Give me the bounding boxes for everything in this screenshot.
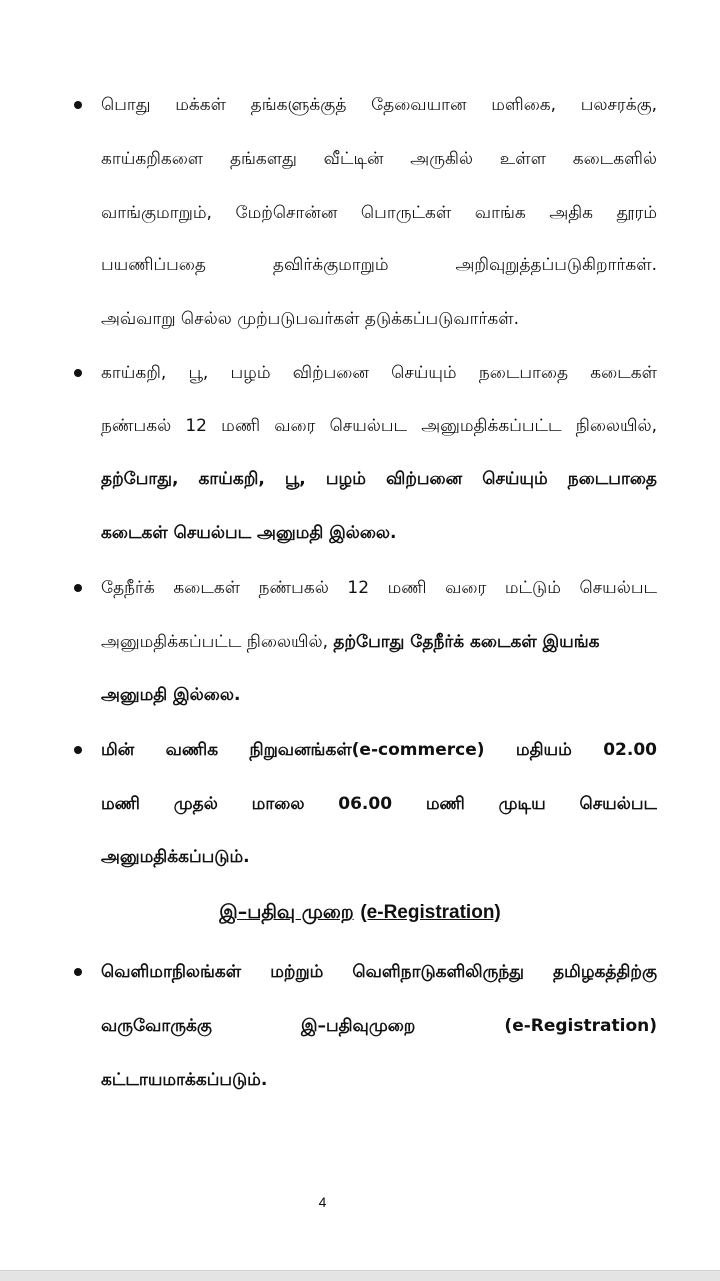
body-line: தேநீர்க் கடைகள் நண்பகல் 12 மணி வரை மட்டும் செயல்பட <box>101 578 657 598</box>
body-line: பயணிப்பதை தவிர்க்குமாறும் அறிவுறுத்தப்படுகிறார்கள். <box>101 255 657 275</box>
bullet-point <box>74 746 82 754</box>
section-heading-english: (e-Registration) <box>360 902 501 923</box>
body-line-bold: மின் வணிக நிறுவனங்கள்(e-commerce) மதியம் 02.00 <box>101 740 657 760</box>
section-heading <box>0 900 720 925</box>
section-heading-tamil: இ–பதிவு முறை <box>219 901 354 923</box>
body-line <box>101 631 657 653</box>
body-line: வாங்குமாறும், மேற்சொன்ன பொருட்கள் வாங்க அதிக தூரம் <box>101 203 657 223</box>
body-line: பொது மக்கள் தங்களுக்குத் தேவையான மளிகை, பலசரக்கு, <box>101 95 657 115</box>
bullet-point <box>74 369 82 377</box>
body-line-bold: வெளிமாநிலங்கள் மற்றும் வெளிநாடுகளிலிருந்து தமிழகத்திற்கு <box>101 962 657 982</box>
page-bottom-edge <box>0 1270 720 1281</box>
body-text-bold: தற்போது தேநீர்க் கடைகள் இயங்க <box>333 632 600 652</box>
body-line: காய்கறி, பூ, பழம் விற்பனை செய்யும் நடைபாதை கடைகள் <box>101 363 657 383</box>
body-line-bold: தற்போது, காய்கறி, பூ, பழம் விற்பனை செய்யும் நடைபாதை <box>101 469 657 489</box>
bullet-point <box>74 968 82 976</box>
body-text: அனுமதிக்கப்பட்ட நிலையில், <box>101 632 328 652</box>
body-line-bold: கட்டாயமாக்கப்படும். <box>101 1070 268 1090</box>
body-line-bold: வருவோருக்கு இ–பதிவுமுறை (e-Registration) <box>101 1016 657 1036</box>
body-line: காய்கறிகளை தங்களது வீட்டின் அருகில் உள்ள கடைகளில் <box>101 149 657 169</box>
body-line-bold: அனுமதி இல்லை. <box>101 685 241 705</box>
bullet-point <box>74 101 82 109</box>
page-number: 4 <box>318 1194 327 1210</box>
body-line: நண்பகல் 12 மணி வரை செயல்பட அனுமதிக்கப்பட்ட நிலையில், <box>101 416 657 436</box>
body-line-bold: அனுமதிக்கப்படும். <box>101 847 250 867</box>
body-line-bold: மணி முதல் மாலை 06.00 மணி முடிய செயல்பட <box>101 794 657 814</box>
bullet-point <box>74 584 82 592</box>
body-line: அவ்வாறு செல்ல முற்படுபவர்கள் தடுக்கப்படுவார்கள். <box>101 309 520 329</box>
body-line-bold: கடைகள் செயல்பட அனுமதி இல்லை. <box>101 523 397 543</box>
